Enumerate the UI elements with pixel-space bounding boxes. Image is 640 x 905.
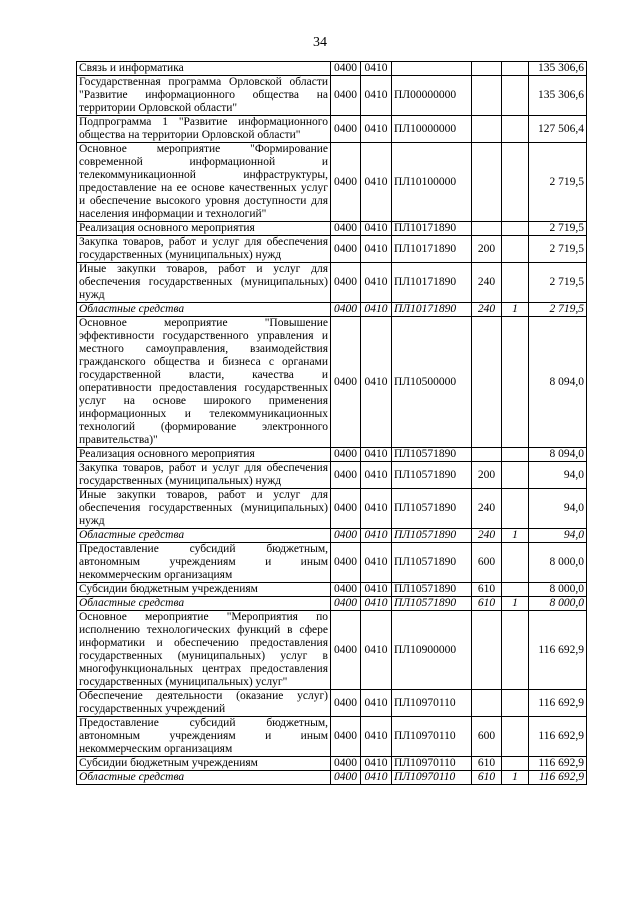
kosgu-code: 1: [502, 303, 529, 317]
subsection-code: 0410: [361, 448, 392, 462]
kosgu-code: [502, 317, 529, 448]
kosgu-code: [502, 757, 529, 771]
kosgu-code: [502, 263, 529, 303]
kosgu-code: 1: [502, 771, 529, 785]
row-name: Основное мероприятие "Мероприятия по исполнению технологических функций в сфере информатики и обеспечению предоставления государственных (муниципальных) услуг в многофункциональных центрах предоставления государственных (муниципальных) услуг": [77, 611, 331, 690]
amount: 8 000,0: [529, 543, 587, 583]
kosgu-code: [502, 543, 529, 583]
row-name: Областные средства: [77, 529, 331, 543]
section-code: 0400: [331, 317, 361, 448]
table-row: [77, 529, 587, 543]
budget-table: [76, 61, 587, 785]
section-code: 0400: [331, 448, 361, 462]
expense-type-code: 200: [472, 462, 502, 489]
section-code: 0400: [331, 771, 361, 785]
target-code: ПЛ10571890: [392, 529, 472, 543]
expense-type-code: 610: [472, 757, 502, 771]
expense-type-code: 610: [472, 597, 502, 611]
amount: 2 719,5: [529, 263, 587, 303]
kosgu-code: [502, 690, 529, 717]
expense-type-code: [472, 317, 502, 448]
expense-type-code: 610: [472, 583, 502, 597]
amount: 127 506,4: [529, 116, 587, 143]
table-body: [77, 62, 587, 785]
section-code: 0400: [331, 62, 361, 76]
section-code: 0400: [331, 143, 361, 222]
row-name: Субсидии бюджетным учреждениям: [77, 757, 331, 771]
row-name: Предоставление субсидий бюджетным, автономным учреждениям и иным некоммерческим организациям: [77, 717, 331, 757]
subsection-code: 0410: [361, 690, 392, 717]
amount: 135 306,6: [529, 76, 587, 116]
section-code: 0400: [331, 597, 361, 611]
target-code: ПЛ10100000: [392, 143, 472, 222]
subsection-code: 0410: [361, 529, 392, 543]
target-code: ПЛ10000000: [392, 116, 472, 143]
kosgu-code: [502, 116, 529, 143]
row-name: Закупка товаров, работ и услуг для обеспечения государственных (муниципальных) нужд: [77, 236, 331, 263]
table-row: [77, 717, 587, 757]
amount: 2 719,5: [529, 222, 587, 236]
subsection-code: 0410: [361, 303, 392, 317]
table-row: [77, 462, 587, 489]
target-code: ПЛ10571890: [392, 543, 472, 583]
table-row: [77, 583, 587, 597]
row-name: Связь и информатика: [77, 62, 331, 76]
kosgu-code: [502, 143, 529, 222]
amount: 94,0: [529, 489, 587, 529]
row-name: Основное мероприятие "Повышение эффективности государственного управления и местного самоуправления, взаимодействия гражданского общества и бизнеса с органами государственной власти, качества и оперативности предоставления государственных услуг на основе широкого применения информационных и телекоммуникационных технологий (формирование электронного правительства)": [77, 317, 331, 448]
table-row: [77, 771, 587, 785]
row-name: Областные средства: [77, 771, 331, 785]
table-row: [77, 448, 587, 462]
amount: 94,0: [529, 462, 587, 489]
target-code: ПЛ10571890: [392, 597, 472, 611]
section-code: 0400: [331, 263, 361, 303]
page-number: 34: [313, 35, 327, 50]
amount: 116 692,9: [529, 771, 587, 785]
subsection-code: 0410: [361, 597, 392, 611]
expense-type-code: [472, 448, 502, 462]
table-row: [77, 62, 587, 76]
row-name: Субсидии бюджетным учреждениям: [77, 583, 331, 597]
subsection-code: 0410: [361, 717, 392, 757]
kosgu-code: [502, 462, 529, 489]
kosgu-code: [502, 222, 529, 236]
target-code: ПЛ10171890: [392, 222, 472, 236]
section-code: 0400: [331, 489, 361, 529]
amount: 116 692,9: [529, 717, 587, 757]
target-code: ПЛ10970110: [392, 690, 472, 717]
row-name: Закупка товаров, работ и услуг для обеспечения государственных (муниципальных) нужд: [77, 462, 331, 489]
table-row: [77, 690, 587, 717]
amount: 8 094,0: [529, 448, 587, 462]
expense-type-code: 200: [472, 236, 502, 263]
kosgu-code: [502, 236, 529, 263]
subsection-code: 0410: [361, 143, 392, 222]
expense-type-code: [472, 611, 502, 690]
expense-type-code: 600: [472, 717, 502, 757]
row-name: Областные средства: [77, 303, 331, 317]
expense-type-code: 610: [472, 771, 502, 785]
kosgu-code: [502, 611, 529, 690]
expense-type-code: 240: [472, 263, 502, 303]
expense-type-code: [472, 690, 502, 717]
subsection-code: 0410: [361, 62, 392, 76]
table-row: [77, 143, 587, 222]
kosgu-code: 1: [502, 529, 529, 543]
kosgu-code: [502, 76, 529, 116]
subsection-code: 0410: [361, 76, 392, 116]
expense-type-code: [472, 143, 502, 222]
target-code: ПЛ10571890: [392, 448, 472, 462]
kosgu-code: [502, 62, 529, 76]
target-code: ПЛ10970110: [392, 757, 472, 771]
section-code: 0400: [331, 303, 361, 317]
subsection-code: 0410: [361, 611, 392, 690]
table-row: [77, 611, 587, 690]
target-code: ПЛ10171890: [392, 303, 472, 317]
section-code: 0400: [331, 529, 361, 543]
table-row: [77, 76, 587, 116]
amount: 116 692,9: [529, 611, 587, 690]
section-code: 0400: [331, 583, 361, 597]
row-name: Областные средства: [77, 597, 331, 611]
target-code: ПЛ10970110: [392, 717, 472, 757]
table-row: [77, 489, 587, 529]
table-row: [77, 263, 587, 303]
target-code: ПЛ00000000: [392, 76, 472, 116]
expense-type-code: 600: [472, 543, 502, 583]
expense-type-code: [472, 62, 502, 76]
expense-type-code: [472, 116, 502, 143]
target-code: ПЛ10970110: [392, 771, 472, 785]
expense-type-code: 240: [472, 303, 502, 317]
expense-type-code: [472, 222, 502, 236]
subsection-code: 0410: [361, 771, 392, 785]
section-code: 0400: [331, 462, 361, 489]
amount: 2 719,5: [529, 303, 587, 317]
section-code: 0400: [331, 717, 361, 757]
kosgu-code: [502, 489, 529, 529]
expense-type-code: 240: [472, 529, 502, 543]
table-row: [77, 116, 587, 143]
table-row: [77, 222, 587, 236]
section-code: 0400: [331, 543, 361, 583]
kosgu-code: [502, 583, 529, 597]
subsection-code: 0410: [361, 583, 392, 597]
expense-type-code: 240: [472, 489, 502, 529]
section-code: 0400: [331, 690, 361, 717]
amount: 8 000,0: [529, 597, 587, 611]
subsection-code: 0410: [361, 757, 392, 771]
section-code: 0400: [331, 76, 361, 116]
section-code: 0400: [331, 236, 361, 263]
table-row: [77, 597, 587, 611]
table-row: [77, 236, 587, 263]
row-name: Основное мероприятие "Формирование современной информационной и телекоммуникационной инфраструктуры, предоставление на ее основе качественных услуг и обеспечение высокого уровня доступности для населения информации и технологий": [77, 143, 331, 222]
target-code: ПЛ10571890: [392, 583, 472, 597]
section-code: 0400: [331, 116, 361, 143]
target-code: ПЛ10900000: [392, 611, 472, 690]
section-code: 0400: [331, 757, 361, 771]
amount: 116 692,9: [529, 757, 587, 771]
row-name: Иные закупки товаров, работ и услуг для обеспечения государственных (муниципальных) нужд: [77, 489, 331, 529]
target-code: ПЛ10171890: [392, 263, 472, 303]
table-row: [77, 303, 587, 317]
target-code: ПЛ10500000: [392, 317, 472, 448]
target-code: ПЛ10571890: [392, 489, 472, 529]
kosgu-code: [502, 448, 529, 462]
row-name: Реализация основного мероприятия: [77, 448, 331, 462]
amount: 116 692,9: [529, 690, 587, 717]
target-code: [392, 62, 472, 76]
table-row: [77, 317, 587, 448]
target-code: ПЛ10171890: [392, 236, 472, 263]
amount: 2 719,5: [529, 236, 587, 263]
section-code: 0400: [331, 611, 361, 690]
subsection-code: 0410: [361, 317, 392, 448]
row-name: Иные закупки товаров, работ и услуг для обеспечения государственных (муниципальных) нужд: [77, 263, 331, 303]
expense-type-code: [472, 76, 502, 116]
row-name: Реализация основного мероприятия: [77, 222, 331, 236]
row-name: Подпрограмма 1 "Развитие информационного общества на территории Орловской области": [77, 116, 331, 143]
table-row: [77, 757, 587, 771]
subsection-code: 0410: [361, 489, 392, 529]
amount: 94,0: [529, 529, 587, 543]
amount: 8 000,0: [529, 583, 587, 597]
row-name: Предоставление субсидий бюджетным, автономным учреждениям и иным некоммерческим организациям: [77, 543, 331, 583]
table-row: [77, 543, 587, 583]
kosgu-code: [502, 717, 529, 757]
row-name: Государственная программа Орловской области "Развитие информационного общества на территории Орловской области": [77, 76, 331, 116]
amount: 135 306,6: [529, 62, 587, 76]
kosgu-code: 1: [502, 597, 529, 611]
amount: 8 094,0: [529, 317, 587, 448]
section-code: 0400: [331, 222, 361, 236]
subsection-code: 0410: [361, 543, 392, 583]
target-code: ПЛ10571890: [392, 462, 472, 489]
subsection-code: 0410: [361, 222, 392, 236]
subsection-code: 0410: [361, 462, 392, 489]
subsection-code: 0410: [361, 236, 392, 263]
row-name: Обеспечение деятельности (оказание услуг) государственных учреждений: [77, 690, 331, 717]
subsection-code: 0410: [361, 263, 392, 303]
amount: 2 719,5: [529, 143, 587, 222]
subsection-code: 0410: [361, 116, 392, 143]
